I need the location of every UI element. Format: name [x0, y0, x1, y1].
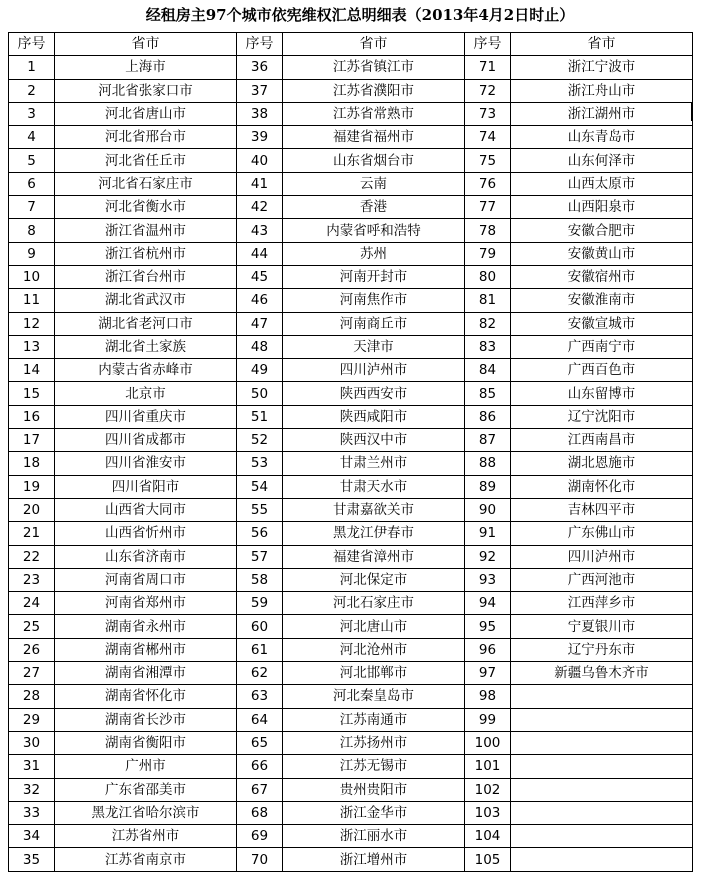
cell-place: 山西阳泉市 [511, 196, 693, 219]
cell-place: 陕西咸阳市 [283, 405, 465, 428]
cell-place: 浙江增州市 [283, 848, 465, 871]
cell-place [511, 801, 693, 824]
cell-place: 江苏南通市 [283, 708, 465, 731]
cell-num: 3 [9, 102, 55, 125]
cell-num: 35 [9, 848, 55, 871]
cell-place: 甘肃嘉欲关市 [283, 498, 465, 521]
cell-place: 天津市 [283, 335, 465, 358]
cell-num: 24 [9, 592, 55, 615]
cell-num: 105 [465, 848, 511, 871]
cell-place: 江苏省镇江市 [283, 56, 465, 79]
cell-place: 湖南省怀化市 [55, 685, 237, 708]
cell-place: 浙江金华市 [283, 801, 465, 824]
cell-place: 河北沧州市 [283, 638, 465, 661]
cell-num: 14 [9, 359, 55, 382]
cell-place: 广州市 [55, 755, 237, 778]
cell-num: 60 [237, 615, 283, 638]
cell-num: 44 [237, 242, 283, 265]
cell-num: 66 [237, 755, 283, 778]
cell-num: 82 [465, 312, 511, 335]
header-num-3: 序号 [465, 33, 511, 56]
cell-place: 黑龙江伊春市 [283, 522, 465, 545]
table-row [9, 79, 693, 102]
cell-place: 山东省济南市 [55, 545, 237, 568]
cell-num: 46 [237, 289, 283, 312]
cell-place: 云南 [283, 172, 465, 195]
cell-place: 河北省衡水市 [55, 196, 237, 219]
cell-num: 50 [237, 382, 283, 405]
table-row [9, 452, 693, 475]
cell-num: 31 [9, 755, 55, 778]
cell-place: 河北省石家庄市 [55, 172, 237, 195]
cell-num: 77 [465, 196, 511, 219]
cell-place: 河北邯郸市 [283, 662, 465, 685]
cell-place: 湖北恩施市 [511, 452, 693, 475]
cell-num: 79 [465, 242, 511, 265]
cell-place [511, 755, 693, 778]
cell-num: 104 [465, 825, 511, 848]
cell-place: 河北保定市 [283, 568, 465, 591]
cell-num: 41 [237, 172, 283, 195]
cell-place: 浙江湖州市 [511, 102, 693, 125]
cell-num: 49 [237, 359, 283, 382]
cell-place [511, 778, 693, 801]
cell-num: 47 [237, 312, 283, 335]
header-place-3: 省市 [511, 33, 693, 56]
cell-place [511, 685, 693, 708]
cell-place: 湖南省衡阳市 [55, 731, 237, 754]
cell-num: 95 [465, 615, 511, 638]
cell-place: 辽宁丹东市 [511, 638, 693, 661]
table-row [9, 615, 693, 638]
cell-place: 湖北省武汉市 [55, 289, 237, 312]
cell-num: 16 [9, 405, 55, 428]
cell-place: 江苏无锡市 [283, 755, 465, 778]
cell-num: 37 [237, 79, 283, 102]
cell-num: 52 [237, 429, 283, 452]
document-title: 经租房主97个城市依宪维权汇总明细表（2013年4月2日时止） [145, 6, 575, 24]
cell-num: 45 [237, 265, 283, 288]
cell-num: 36 [237, 56, 283, 79]
cell-num: 69 [237, 825, 283, 848]
table-row [9, 242, 693, 265]
cell-num: 80 [465, 265, 511, 288]
cell-num: 89 [465, 475, 511, 498]
table-row [9, 102, 693, 125]
cell-num: 88 [465, 452, 511, 475]
cell-num: 76 [465, 172, 511, 195]
cell-place [511, 731, 693, 754]
cell-num: 91 [465, 522, 511, 545]
table-row [9, 429, 693, 452]
cell-place: 吉林四平市 [511, 498, 693, 521]
cell-num: 67 [237, 778, 283, 801]
table-row [9, 265, 693, 288]
cell-num: 12 [9, 312, 55, 335]
cell-num: 87 [465, 429, 511, 452]
cell-place: 四川省成都市 [55, 429, 237, 452]
cell-num: 71 [465, 56, 511, 79]
cell-place: 江苏省南京市 [55, 848, 237, 871]
cell-place: 广西南宁市 [511, 335, 693, 358]
table-row [9, 219, 693, 242]
header-place-2: 省市 [283, 33, 465, 56]
header-num-2: 序号 [237, 33, 283, 56]
table-row [9, 335, 693, 358]
cell-place: 湖南省湘潭市 [55, 662, 237, 685]
table-row [9, 708, 693, 731]
cell-num: 15 [9, 382, 55, 405]
cell-place: 新疆乌鲁木齐市 [511, 662, 693, 685]
cell-place: 福建省漳州市 [283, 545, 465, 568]
table-row [9, 545, 693, 568]
table-row [9, 126, 693, 149]
cell-place [511, 708, 693, 731]
cell-place: 陕西西安市 [283, 382, 465, 405]
table-row [9, 405, 693, 428]
table-row [9, 56, 693, 79]
cell-place: 陕西汉中市 [283, 429, 465, 452]
table-row [9, 172, 693, 195]
cell-num: 26 [9, 638, 55, 661]
cell-num: 97 [465, 662, 511, 685]
table-row [9, 359, 693, 382]
cell-num: 68 [237, 801, 283, 824]
cell-place: 河北省唐山市 [55, 102, 237, 125]
table-row [9, 475, 693, 498]
cell-place: 湖北省土家族 [55, 335, 237, 358]
cell-num: 2 [9, 79, 55, 102]
table-row [9, 731, 693, 754]
cell-place: 河南省郑州市 [55, 592, 237, 615]
cell-num: 20 [9, 498, 55, 521]
cell-num: 63 [237, 685, 283, 708]
cell-place: 江苏省濮阳市 [283, 79, 465, 102]
cell-place: 四川省阳市 [55, 475, 237, 498]
cell-place: 安徽宿州市 [511, 265, 693, 288]
cell-num: 85 [465, 382, 511, 405]
cell-place: 广西百色市 [511, 359, 693, 382]
cell-num: 74 [465, 126, 511, 149]
table-row [9, 592, 693, 615]
cell-place: 浙江宁波市 [511, 56, 693, 79]
cell-place: 山东省烟台市 [283, 149, 465, 172]
cell-num: 13 [9, 335, 55, 358]
table-row [9, 825, 693, 848]
header-num-1: 序号 [9, 33, 55, 56]
cell-num: 102 [465, 778, 511, 801]
cell-place: 湖北省老河口市 [55, 312, 237, 335]
cell-place: 广西河池市 [511, 568, 693, 591]
cell-place: 河北石家庄市 [283, 592, 465, 615]
cell-place: 安徽宣城市 [511, 312, 693, 335]
cell-num: 33 [9, 801, 55, 824]
cell-num: 21 [9, 522, 55, 545]
cell-num: 6 [9, 172, 55, 195]
cell-num: 90 [465, 498, 511, 521]
cell-place: 河南开封市 [283, 265, 465, 288]
text-cursor [691, 102, 693, 121]
cell-place: 江西南昌市 [511, 429, 693, 452]
cell-place: 四川省重庆市 [55, 405, 237, 428]
cell-num: 94 [465, 592, 511, 615]
cell-num: 5 [9, 149, 55, 172]
cell-num: 101 [465, 755, 511, 778]
table-row [9, 289, 693, 312]
cell-place: 广东佛山市 [511, 522, 693, 545]
table-row [9, 638, 693, 661]
cell-place: 四川省淮安市 [55, 452, 237, 475]
cell-place: 山西太原市 [511, 172, 693, 195]
cell-place: 湖南省长沙市 [55, 708, 237, 731]
cell-place: 甘肃兰州市 [283, 452, 465, 475]
cell-num: 73 [465, 102, 511, 125]
cell-place: 黑龙江省哈尔滨市 [55, 801, 237, 824]
cell-num: 9 [9, 242, 55, 265]
cell-num: 78 [465, 219, 511, 242]
cell-num: 18 [9, 452, 55, 475]
table-row [9, 848, 693, 871]
cell-place: 山东何泽市 [511, 149, 693, 172]
cell-num: 55 [237, 498, 283, 521]
cell-place: 山东留博市 [511, 382, 693, 405]
cell-num: 83 [465, 335, 511, 358]
table-body [9, 56, 693, 871]
cell-num: 98 [465, 685, 511, 708]
cell-num: 75 [465, 149, 511, 172]
cell-num: 65 [237, 731, 283, 754]
cell-place: 湖南怀化市 [511, 475, 693, 498]
cell-num: 59 [237, 592, 283, 615]
cell-num: 30 [9, 731, 55, 754]
table-header-row [9, 33, 693, 56]
cell-place: 浙江省温州市 [55, 219, 237, 242]
cell-place: 湖南省郴州市 [55, 638, 237, 661]
cell-place: 江苏省常熟市 [283, 102, 465, 125]
cell-num: 54 [237, 475, 283, 498]
cell-num: 38 [237, 102, 283, 125]
cell-place: 内蒙古省赤峰市 [55, 359, 237, 382]
cell-num: 81 [465, 289, 511, 312]
cell-num: 51 [237, 405, 283, 428]
cell-num: 64 [237, 708, 283, 731]
cell-num: 100 [465, 731, 511, 754]
cell-place: 山西省忻州市 [55, 522, 237, 545]
table-row [9, 662, 693, 685]
cell-place: 河北省任丘市 [55, 149, 237, 172]
cell-place: 四川泸州市 [283, 359, 465, 382]
cell-num: 25 [9, 615, 55, 638]
cell-num: 99 [465, 708, 511, 731]
cell-place: 湖南省永州市 [55, 615, 237, 638]
cell-place: 河北省张家口市 [55, 79, 237, 102]
table-row [9, 196, 693, 219]
cell-place: 辽宁沈阳市 [511, 405, 693, 428]
table-row [9, 568, 693, 591]
cell-num: 43 [237, 219, 283, 242]
cell-num: 93 [465, 568, 511, 591]
cell-num: 42 [237, 196, 283, 219]
cell-place: 河南省周口市 [55, 568, 237, 591]
cell-num: 27 [9, 662, 55, 685]
cell-place: 安徽淮南市 [511, 289, 693, 312]
cell-num: 58 [237, 568, 283, 591]
cell-num: 56 [237, 522, 283, 545]
cell-num: 28 [9, 685, 55, 708]
cell-place: 河北秦皇岛市 [283, 685, 465, 708]
table-row [9, 522, 693, 545]
cell-place [511, 825, 693, 848]
cell-place: 山东青岛市 [511, 126, 693, 149]
cell-place: 江苏扬州市 [283, 731, 465, 754]
cell-place: 甘肃天水市 [283, 475, 465, 498]
cell-num: 19 [9, 475, 55, 498]
cell-place: 苏州 [283, 242, 465, 265]
rights-summary-table [8, 32, 693, 872]
table-row [9, 755, 693, 778]
cell-place: 内蒙省呼和浩特 [283, 219, 465, 242]
cell-num: 1 [9, 56, 55, 79]
cell-num: 8 [9, 219, 55, 242]
cell-place: 安徽合肥市 [511, 219, 693, 242]
header-place-1: 省市 [55, 33, 237, 56]
cell-place: 上海市 [55, 56, 237, 79]
cell-place: 广东省邵美市 [55, 778, 237, 801]
cell-place: 江苏省州市 [55, 825, 237, 848]
cell-num: 62 [237, 662, 283, 685]
cell-place: 贵州贵阳市 [283, 778, 465, 801]
cell-num: 10 [9, 265, 55, 288]
cell-num: 11 [9, 289, 55, 312]
table-row [9, 685, 693, 708]
cell-place: 福建省福州市 [283, 126, 465, 149]
cell-place: 江西萍乡市 [511, 592, 693, 615]
cell-place: 河北省邢台市 [55, 126, 237, 149]
cell-num: 32 [9, 778, 55, 801]
cell-num: 29 [9, 708, 55, 731]
cell-place: 四川泸州市 [511, 545, 693, 568]
table-row [9, 149, 693, 172]
cell-num: 103 [465, 801, 511, 824]
cell-num: 70 [237, 848, 283, 871]
table-row [9, 778, 693, 801]
cell-place: 香港 [283, 196, 465, 219]
cell-num: 57 [237, 545, 283, 568]
cell-place: 安徽黄山市 [511, 242, 693, 265]
cell-num: 22 [9, 545, 55, 568]
cell-num: 23 [9, 568, 55, 591]
table-row [9, 801, 693, 824]
cell-num: 34 [9, 825, 55, 848]
cell-place: 山西省大同市 [55, 498, 237, 521]
cell-num: 72 [465, 79, 511, 102]
cell-num: 4 [9, 126, 55, 149]
cell-place: 河南商丘市 [283, 312, 465, 335]
cell-num: 84 [465, 359, 511, 382]
cell-num: 39 [237, 126, 283, 149]
cell-place [511, 848, 693, 871]
cell-num: 17 [9, 429, 55, 452]
cell-place: 浙江省台州市 [55, 265, 237, 288]
cell-num: 40 [237, 149, 283, 172]
cell-num: 7 [9, 196, 55, 219]
cell-place: 宁夏银川市 [511, 615, 693, 638]
cell-place: 北京市 [55, 382, 237, 405]
table-row [9, 382, 693, 405]
cell-place: 河南焦作市 [283, 289, 465, 312]
cell-place: 浙江丽水市 [283, 825, 465, 848]
cell-place: 浙江舟山市 [511, 79, 693, 102]
cell-place: 河北唐山市 [283, 615, 465, 638]
cell-num: 61 [237, 638, 283, 661]
cell-num: 53 [237, 452, 283, 475]
table-row [9, 498, 693, 521]
table-row [9, 312, 693, 335]
cell-num: 86 [465, 405, 511, 428]
cell-num: 96 [465, 638, 511, 661]
cell-num: 48 [237, 335, 283, 358]
cell-place: 浙江省杭州市 [55, 242, 237, 265]
cell-num: 92 [465, 545, 511, 568]
